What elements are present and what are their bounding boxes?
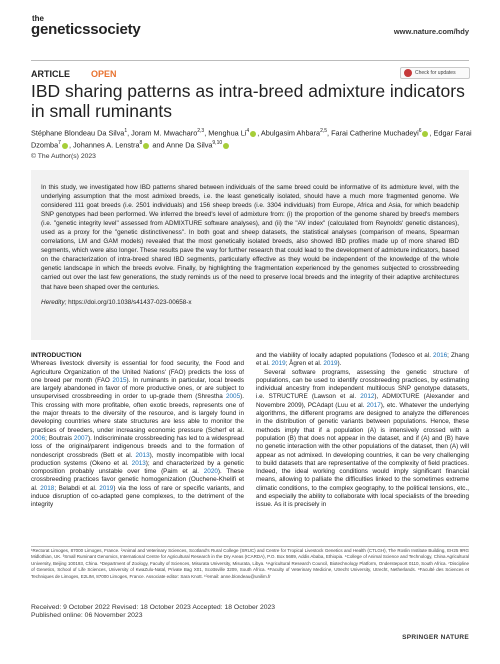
affiliation-superscript: 2,5 (320, 128, 328, 134)
affiliation-superscript: 8 (139, 140, 143, 147)
ref-link[interactable]: 2005 (225, 393, 241, 401)
ref-link[interactable]: 2018 (40, 484, 55, 492)
ref-link[interactable]: 2020 (203, 468, 218, 476)
publisher-logo: SPRINGER NATURE (402, 634, 469, 641)
author-separator: , (429, 128, 434, 138)
affiliation-superscript: 2,3 (197, 128, 205, 134)
article-title: IBD sharing patterns as intra-breed admixture indicators in small ruminants (31, 81, 465, 121)
journal-name: Heredity; (41, 298, 67, 306)
ref-link[interactable]: 2016 (433, 352, 448, 359)
right-column (256, 352, 469, 544)
ref-link[interactable]: 2007 (73, 434, 89, 442)
affiliation-superscript: 4 (246, 128, 250, 134)
open-access-label: OPEN (91, 69, 117, 79)
author-separator: , (127, 128, 132, 138)
article-type-label: ARTICLE (31, 69, 70, 79)
affiliations-footnote: ¹Rectorat Limoges, 87000 Limoges, France. ²Animal and Veterinary Sciences, Scotland's Rural College (SRUC) and Centre for Tropical Livestock Genetics and Health (CTLGH), The Roslin Institute Building, EH25 9RG Midlothian, UK. ³Small Ruminant Genomics, International Centre for Agricultural Research in the Dry Areas (ICARDA), P.O. Box 5689, Addis Ababa, Ethiopia. ⁴College of Animal Science and Technology, China Agricultural University, Beijing 100193, China. ⁵Department of Zoology, Faculty of Sciences, Misurata University, Misurata, Libya. ⁶Agricultural Research Council, Biotechnology Platform, Onderstepoort 0110, South Africa. ⁷Discipline of Genetics, School of Life Sciences, University of KwaZulu-Natal, Private Bag X01, Scottsville 3209, South Africa. ⁸Faculty of Veterinary Medicine, Utrecht University, Utrecht, Netherlands. ⁹Faculté des Sciences et Techniques de Limoges, E2LIM, 87000 Limoges, France. Associate editor: Sara Knott. ¹⁰email: anne.blondeau@unilim.fr (31, 548, 469, 579)
author-separator: , (257, 128, 261, 138)
copyright-notice: © The Author(s) 2023 (31, 153, 96, 160)
affiliation-superscript: 1 (124, 128, 128, 134)
logo-the: the (32, 14, 44, 23)
orcid-icon[interactable] (422, 131, 428, 137)
ref-link[interactable]: 2019 (271, 360, 286, 368)
received-dates: Received: 9 October 2022 Revised: 18 October 2023 Accepted: 18 October 2023 (31, 604, 276, 611)
author-name[interactable]: Joram M. Mwacharo (131, 128, 198, 138)
author-name[interactable]: Johannes A. Lenstra (73, 140, 140, 150)
orcid-icon[interactable] (223, 143, 229, 149)
ref-link[interactable]: 2012 (360, 393, 375, 401)
intro-paragraph: Whereas livestock diversity is essential for food security, the Food and Agriculture Organization of the United Nations' (FAO) predicts the loss of one breed per month (FAO 2015). In ruminants in particular, local breeds are largely abandoned in favor of more productive ones, or are subject to unsupervised crossbreeding in order to up-grade them (Shrestha 2005). This crossing with more profitable, often exotic breeds, represents one of the major threats to the diversity of the resource, and is largely found in developing countries where state structures are less able to monitor the practices of breeders, under increasing economic pressure (Scherf et al. 2006; Boutrais 2007). Indiscriminate crossbreeding has led to a widespread loss of the original/parent indigenous breeds and to the formation of nondescript crossbreds (Bett et al. 2013), mostly incompatible with local production systems (Okeno et al. 2013); and characterized by a genetic composition probably unstable over time (Paim et al. 2020). These crossbreeding practices favor genetic homogenization (Ouchene-Khelifi et al. 2018; Belabdi et al. 2019) via the loss of rare or specific variants, and induce disruption of co-adapted gene complexes, to the detriment of the integrity (31, 360, 245, 509)
body-paragraph: and the viability of locally adapted populations (Todesco et al. 2016; Zhang et al. 2019; Ågren et al. 2019). (256, 352, 470, 368)
author-separator: , (204, 128, 209, 138)
society-logo: geneticssociety (31, 21, 141, 38)
doi-link[interactable]: https://doi.org/10.1038/s41437-023-00658-x (68, 298, 192, 306)
header-divider (31, 60, 469, 61)
author-name[interactable]: Stéphane Blondeau Da Silva (31, 128, 125, 138)
ref-link[interactable]: 2017 (366, 401, 381, 409)
journal-url[interactable]: www.nature.com/hdy (393, 27, 469, 36)
check-for-updates-button[interactable] (400, 67, 470, 79)
intro-heading: INTRODUCTION (31, 352, 82, 359)
author-name[interactable]: Farai Catherine Muchadeyi (331, 128, 419, 138)
footnote-divider (31, 546, 469, 547)
author-name[interactable]: Edgar Farai Dzomba (31, 128, 472, 150)
affiliation-superscript: 9,10 (212, 140, 223, 147)
author-list (31, 126, 476, 151)
ref-link[interactable]: 2019 (323, 360, 338, 368)
author-name[interactable]: Abulgasim Ahbara (260, 128, 321, 138)
check-for-updates-label: Check for updates (415, 70, 456, 76)
ref-link[interactable]: 2015 (112, 376, 127, 384)
published-date: Published online: 06 November 2023 (31, 612, 143, 619)
citation-line (41, 298, 459, 307)
body-paragraph: Several software programs, assessing the genetic structure of populations, can be used to identify crossbreeding practices, by estimating individual ancestry from independent multilocus SNP genotype datasets, i.e. STRUCTURE (Lawson et al. 2012), ADMIXTURE (Alexander and Novembre 2009), PCAdapt (Luu et al. 2017), etc. Whatever the underlying algorithms, the different programs are designed to analyze the differences in the distribution of genetic variants between populations. Hence, these methods imply that if a population (A) is intensively crossed with a population (B) that does not appear in the dataset, and if (A) and (B) have no genetic interaction with the other populations of the dataset, then (A) will appear as not admixed. In developing countries, it can be very challenging to build datasets that are representative of the complexity of field practices. Indeed, the ideal working conditions would imply significant financial means, allowing to palliate the difficulties linked to the sometimes extreme climatic conditions, to the complex geography, to the political tensions, etc., and especially the ability to collaborate with local specialists of the breeding issue. As it is precisely in (256, 368, 469, 509)
author-separator: and (150, 140, 167, 150)
orcid-icon[interactable] (250, 131, 256, 137)
orcid-icon[interactable] (62, 143, 68, 149)
crossmark-icon (404, 69, 412, 77)
ref-link[interactable]: 2019 (99, 484, 114, 492)
ref-link[interactable]: 2013 (135, 451, 150, 459)
author-separator: , (327, 128, 332, 138)
abstract-text: In this study, we investigated how IBD patterns shared between individuals of the same breed could be informative of its admixture level, with the underlying assumption that the most admixed breeds, i.e. the least genetically isolated, should have a much more fragmented genome. We considered 111 goat breeds (i.e. 2501 individuals) and 156 sheep breeds (i.e. 3304 individuals) from Europe, Africa and Asia, for which beadchip SNP genotypes had been performed. We inferred the breed's level of admixture from: (i) the proportion of the genome shared by breed's members (i.e. "genetic integrity level" assessed from ADMIXTURE software analyses), and (ii) the "AV index" (calculated from Reynolds' genetic distances), used as a proxy for the "genetic distinctiveness". In both goat and sheep datasets, the statistical analyses (comparison of means, Spearman correlations, LM and GAM models) revealed that the most genetically isolated breeds, also showed IBD profiles made up of more shared IBD segments, which were also longer. These results pave the way for further research that could lead to the development of admixture indicators, based on the characterization of intra-breed shared IBD segments, particularly effective as they would be independent of the knowledge of the whole genetic landscape in which the breeds evolve. Finally, by highlighting the fragmentation experienced by the genomes subjected to crossbreeding carried out over the last few generations, the study reminds us of the need to preserve local breeds and the integrity of their adaptive architectures that have been shaped over the centuries. (41, 184, 459, 291)
body-columns (31, 352, 469, 544)
author-name[interactable]: Anne Da Silva (166, 140, 213, 150)
orcid-icon[interactable] (143, 143, 149, 149)
abstract-box (31, 170, 469, 340)
ref-link[interactable]: 2013 (131, 459, 146, 467)
author-name[interactable]: Menghua Li (208, 128, 247, 138)
author-separator: , (68, 140, 74, 150)
left-column (31, 352, 244, 544)
affiliation-superscript: 7 (58, 140, 61, 147)
affiliation-superscript: 6 (418, 128, 422, 134)
ref-link[interactable]: 2006 (31, 434, 46, 442)
